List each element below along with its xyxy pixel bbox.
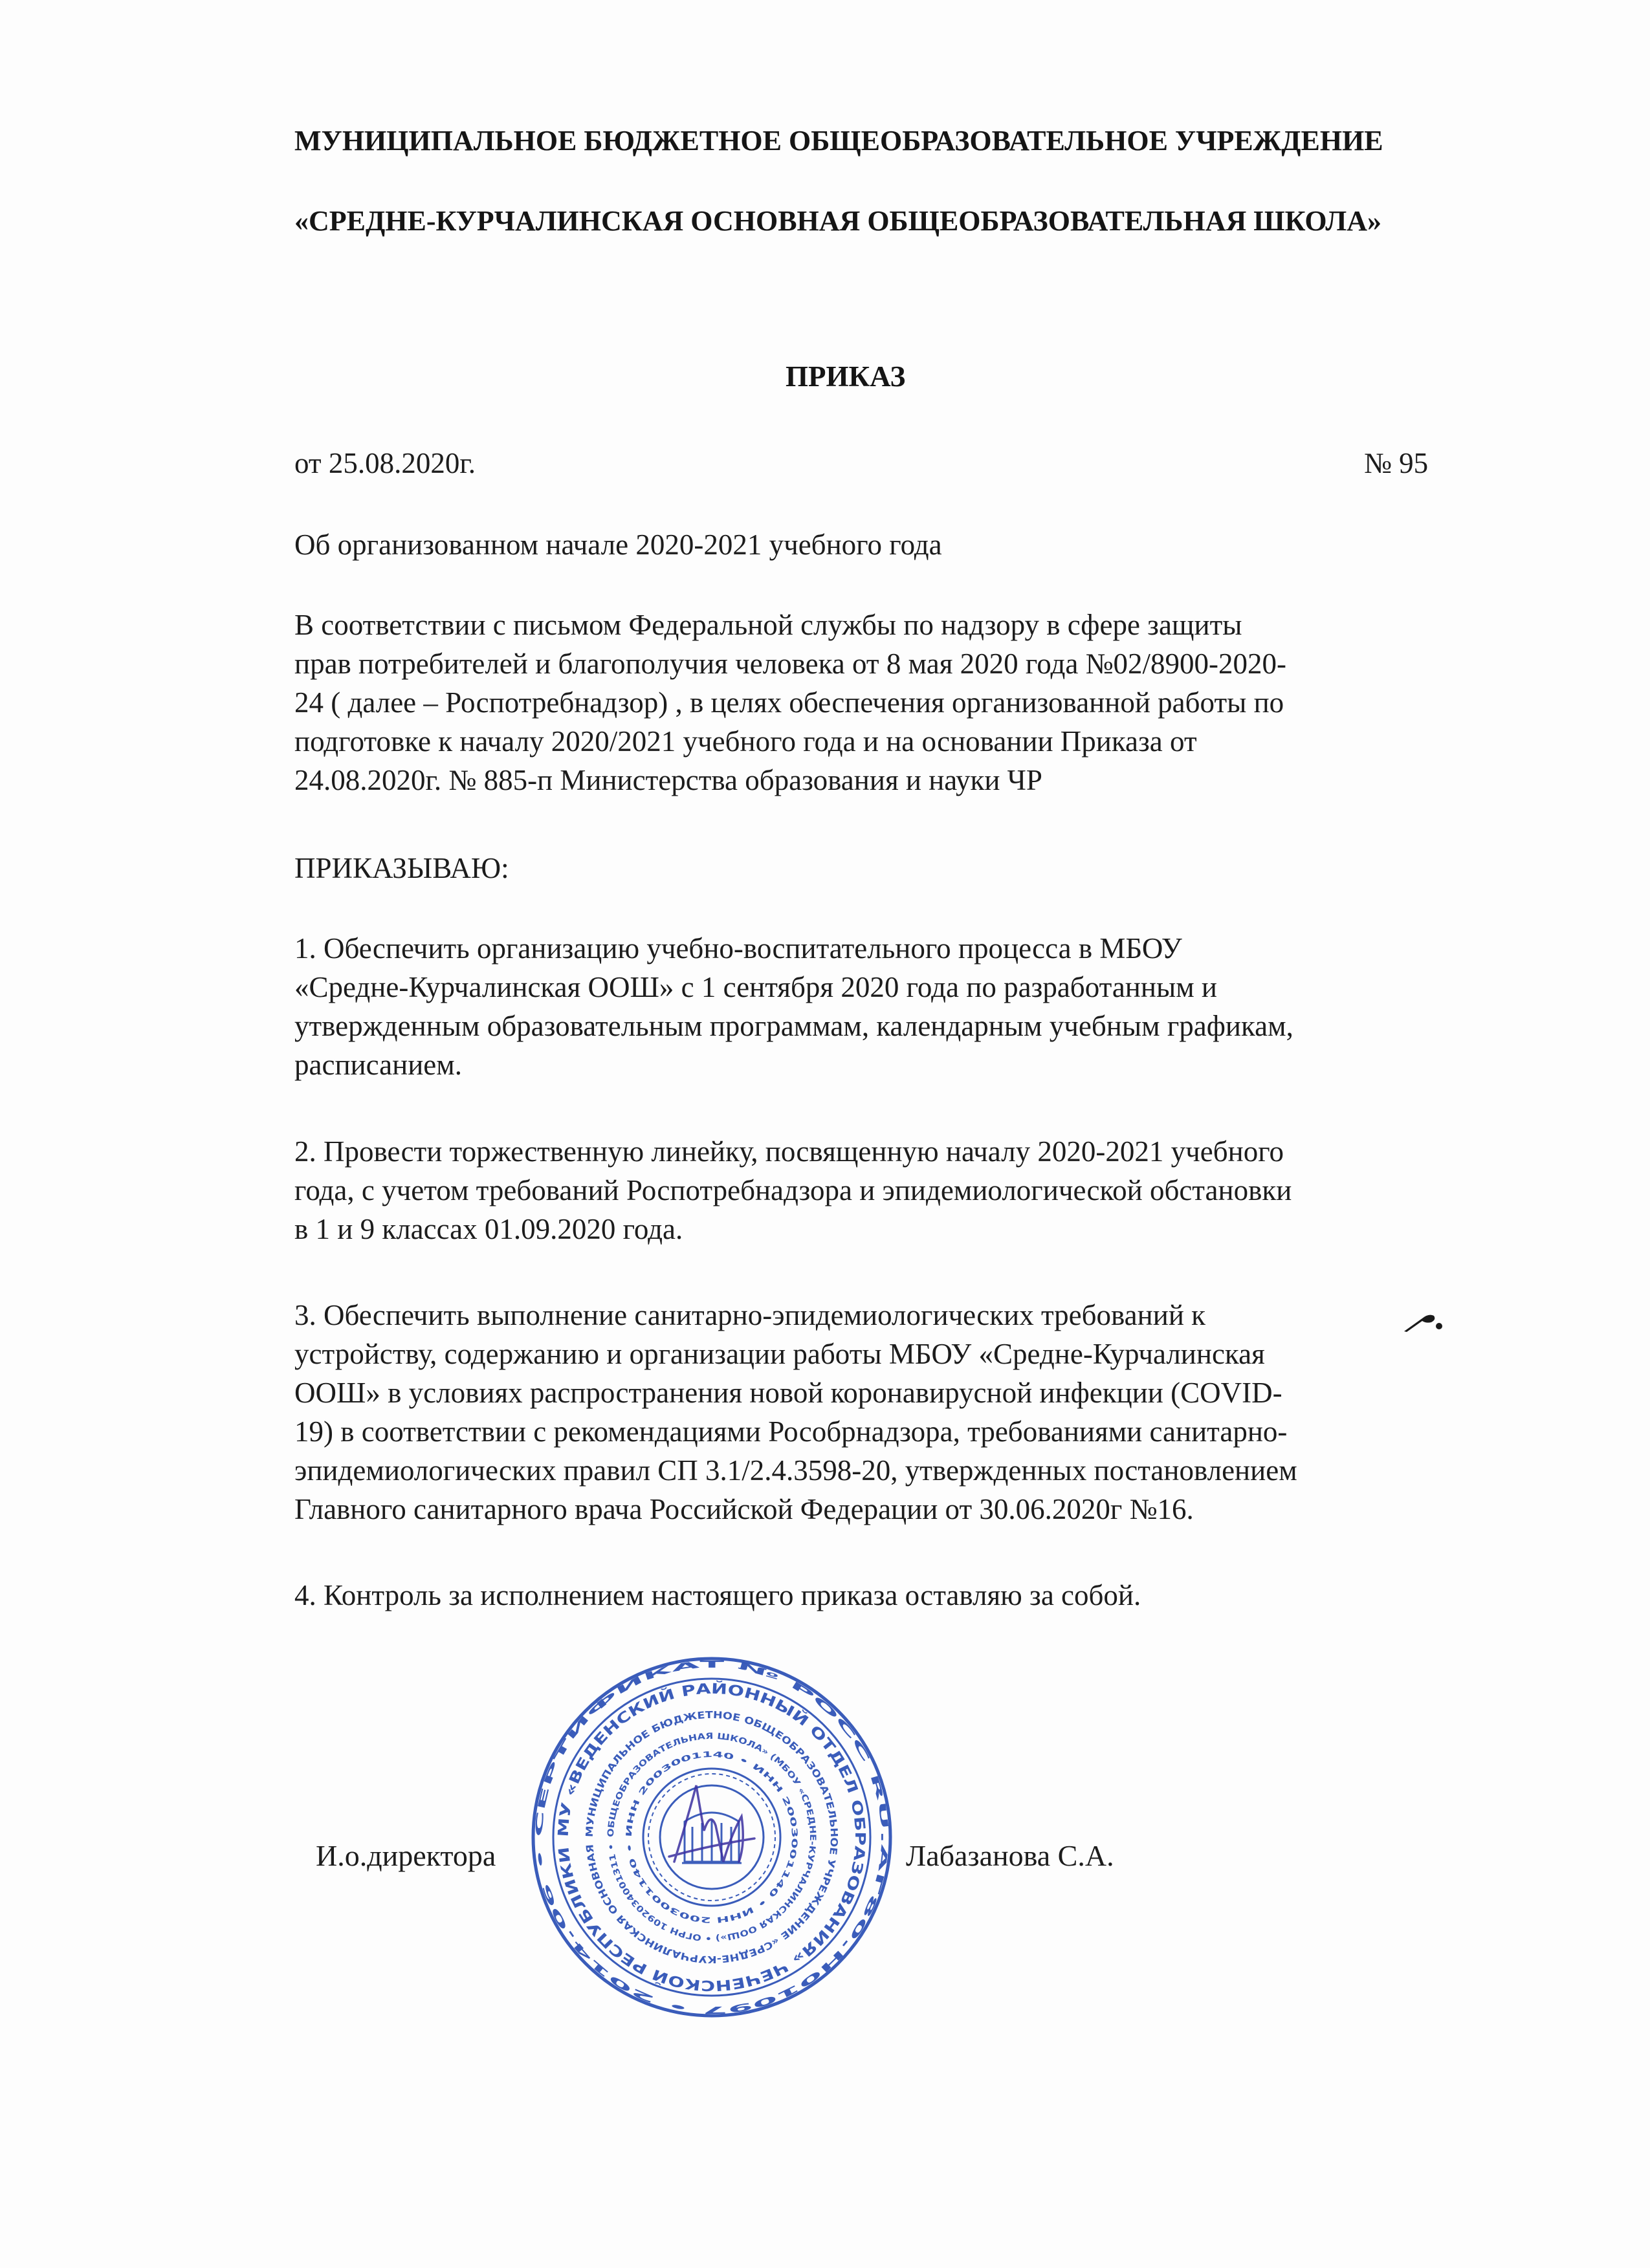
item-line: 4. Контроль за исполнением настоящего приказа оставляю за собой. xyxy=(294,1579,1141,1611)
order-item-2 xyxy=(294,1132,1576,1248)
order-date: от 25.08.2020г. xyxy=(294,447,476,479)
order-item-1 xyxy=(294,929,1576,1084)
item-line: утвержденным образовательным программам, календарным учебным графикам, xyxy=(294,1010,1293,1042)
school-name-heading: «СРЕДНЕ-КУРЧАЛИНСКАЯ ОСНОВНАЯ ОБЩЕОБРАЗОВАТЕЛЬНАЯ ШКОЛА» xyxy=(294,205,1381,237)
item-line: 1. Обеспечить организацию учебно-воспитательного процесса в МБОУ xyxy=(294,932,1182,965)
seal-outer-ring-text: СЕРТИФИКАТ № РОСС RU.АГ80.Н01097 • 2014.06 • xyxy=(533,1658,891,2016)
seal-ring-text: МУНИЦИПАЛЬНОЕ БЮДЖЕТНОЕ ОБЩЕОБРАЗОВАТЕЛЬНОЕ УЧРЕЖДЕНИЕ «СРЕДНЕ-КУРЧАЛИНСКАЯ ОСНОВНАЯ xyxy=(583,1708,841,1966)
institution-type-heading: МУНИЦИПАЛЬНОЕ БЮДЖЕТНОЕ ОБЩЕОБРАЗОВАТЕЛЬНОЕ УЧРЕЖДЕНИЕ xyxy=(294,125,1383,157)
preamble-paragraph xyxy=(294,605,1576,800)
item-line: Главного санитарного врача Российской Федерации от 30.06.2020г №16. xyxy=(294,1493,1194,1525)
preamble-line: прав потребителей и благополучия человека от 8 мая 2020 года №02/8900-2020- xyxy=(294,648,1286,680)
item-line: ООШ» в условиях распространения новой коронавирусной инфекции (COVID- xyxy=(294,1377,1282,1409)
order-directive-word: ПРИКАЗЫВАЮ: xyxy=(294,852,509,884)
item-line: года, с учетом требований Роспотребнадзора и эпидемиологической обстановки xyxy=(294,1174,1292,1206)
ink-blot-mark xyxy=(1403,1312,1444,1333)
item-line: 2. Провести торжественную линейку, посвященную началу 2020-2021 учебного xyxy=(294,1135,1284,1168)
item-line: 3. Обеспечить выполнение санитарно-эпидемиологических требований к xyxy=(294,1299,1206,1331)
official-seal-stamp xyxy=(531,1656,893,2018)
preamble-line: 24 ( далее – Роспотребнадзор) , в целях обеспечения организованной работы по xyxy=(294,686,1284,719)
signatory-role: И.о.директора xyxy=(316,1839,496,1872)
item-line: «Средне-Курчалинская ООШ» с 1 сентября 2020 года по разработанным и xyxy=(294,971,1218,1003)
preamble-line: В соответствии с письмом Федеральной службы по надзору в сфере защиты xyxy=(294,609,1242,641)
item-line: 19) в соответствии с рекомендациями Рособрнадзора, требованиями санитарно- xyxy=(294,1415,1288,1448)
order-item-4 xyxy=(294,1576,1576,1615)
preamble-line: 24.08.2020г. № 885-п Министерства образования и науки ЧР xyxy=(294,764,1042,796)
item-line: эпидемиологических правил СП 3.1/2.4.3598-20, утвержденных постановлением xyxy=(294,1454,1297,1487)
item-line: устройству, содержанию и организации работы МБОУ «Средне-Курчалинская xyxy=(294,1338,1265,1370)
order-subject: Об организованном начале 2020-2021 учебного года xyxy=(294,529,942,561)
preamble-line: подготовке к началу 2020/2021 учебного года и на основании Приказа от xyxy=(294,725,1197,758)
seal-ring-text: ИНН 2003001140 • ИНН 2003001140 • ИНН 2003001140 • xyxy=(624,1749,800,1925)
order-number: № 95 xyxy=(1364,447,1429,479)
seal-ring-text: ОБЩЕОБРАЗОВАТЕЛЬНАЯ ШКОЛА» (МБОУ «СРЕДНЕ-КУРЧАЛИНСКАЯ ООШ») • ОГРН 1092034001311 • xyxy=(606,1731,818,1943)
item-line: в 1 и 9 классах 01.09.2020 года. xyxy=(294,1213,683,1245)
signatory-name: Лабазанова С.А. xyxy=(906,1839,1114,1872)
document-title: ПРИКАЗ xyxy=(786,360,906,393)
seal-ring-text: МУ «ВЕДЕНСКИЙ РАЙОННЫЙ ОТДЕЛ ОБРАЗОВАНИЯ» ЧЕЧЕНСКОЙ РЕСПУБЛИКИ xyxy=(555,1681,868,1994)
item-line: расписанием. xyxy=(294,1049,462,1081)
order-item-3 xyxy=(294,1296,1576,1529)
